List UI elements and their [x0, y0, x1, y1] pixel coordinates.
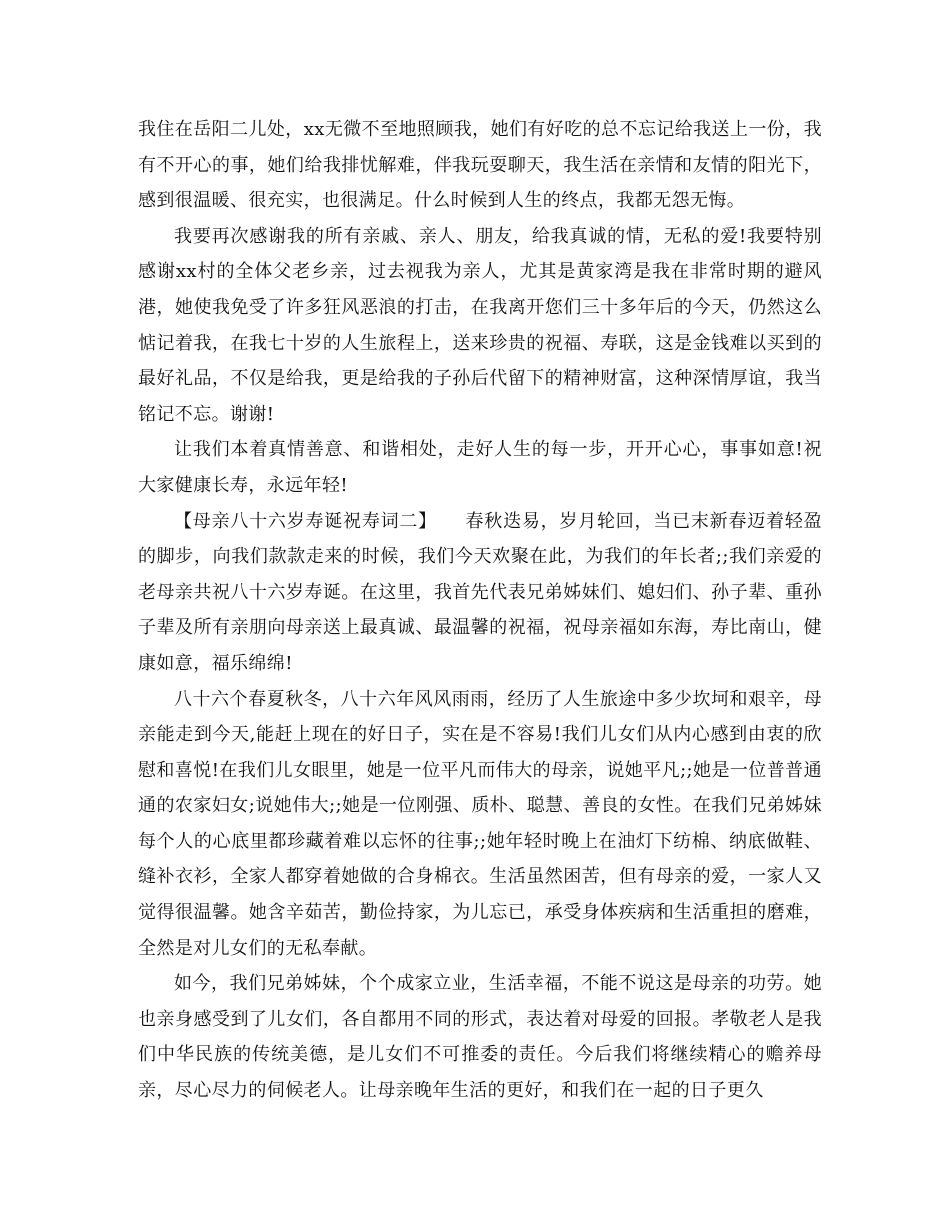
paragraph-5: 八十六个春夏秋冬，八十六年风风雨雨，经历了人生旅途中多少坎坷和艰辛，母亲能走到今天,能赶上现在的好日子，实在是不容易!我们儿女们从内心感到由衷的欣慰和喜悦!在我们儿女眼里，她是一位平凡而伟大的母亲，说她平凡;;她是一位普普通通的农家妇女;说她伟大;;她是一位刚强、质朴、聪慧、善良的女性。在我们兄弟姊妹每个人的心底里都珍藏着难以忘怀的往事;;她年轻时晚上在油灯下纺棉、纳底做鞋、缝补衣衫，全家人都穿着她做的合身棉衣。生活虽然困苦，但有母亲的爱，一家人又觉得很温馨。她含辛茹苦，勤俭持家，为儿忘已，承受身体疾病和生活重担的磨难，全然是对儿女们的无私奉献。 — [138, 688, 822, 959]
paragraph-6: 如今，我们兄弟姊妹，个个成家立业，生活幸福，不能不说这是母亲的功劳。她也亲身感受到了儿女们，各自都用不同的形式，表达着对母爱的回报。孝敬老人是我们中华民族的传统美德，是儿女们不可推委的责任。今后我们将继续精心的赡养母亲，尽心尽力的伺候老人。让母亲晚年生活的更好，和我们在一起的日子更久 — [138, 973, 822, 1102]
document-page — [138, 112, 822, 1109]
paragraph-1: 我住在岳阳二儿处，xx无微不至地照顾我，她们有好吃的总不忘记给我送上一份，我有不开心的事，她们给我排忧解难，伴我玩耍聊天，我生活在亲情和友情的阳光下，感到很温暖、很充实，也很满足。什么时候到人生的终点，我都无怨无悔。 — [138, 119, 822, 212]
paragraph-3: 让我们本着真情善意、和谐相处，走好人生的每一步，开开心心，事事如意!祝大家健康长寿，永远年轻! — [138, 439, 822, 496]
paragraph-4: 【母亲八十六岁寿诞祝寿词二】 春秋迭易，岁月轮回，当已末新春迈着轻盈的脚步，向我们款款走来的时候，我们今天欢聚在此，为我们的年长者;;我们亲爱的老母亲共祝八十六岁寿诞。在这里，我首先代表兄弟姊妹们、媳妇们、孙子辈、重孙子辈及所有亲朋向母亲送上最真诚、最温馨的祝福，祝母亲福如东海，寿比南山，健康如意，福乐绵绵! — [138, 510, 822, 674]
paragraph-2: 我要再次感谢我的所有亲戚、亲人、朋友，给我真诚的情，无私的爱!我要特别感谢xx村的全体父老乡亲，过去视我为亲人，尤其是黄家湾是我在非常时期的避风港，她使我免受了许多狂风恶浪的打击，在我离开您们三十多年后的今天，仍然这么惦记着我，在我七十岁的人生旅程上，送来珍贵的祝福、寿联，这是金钱难以买到的最好礼品，不仅是给我，更是给我的子孙后代留下的精神财富，这种深情厚谊，我当铭记不忘。谢谢! — [138, 225, 822, 425]
